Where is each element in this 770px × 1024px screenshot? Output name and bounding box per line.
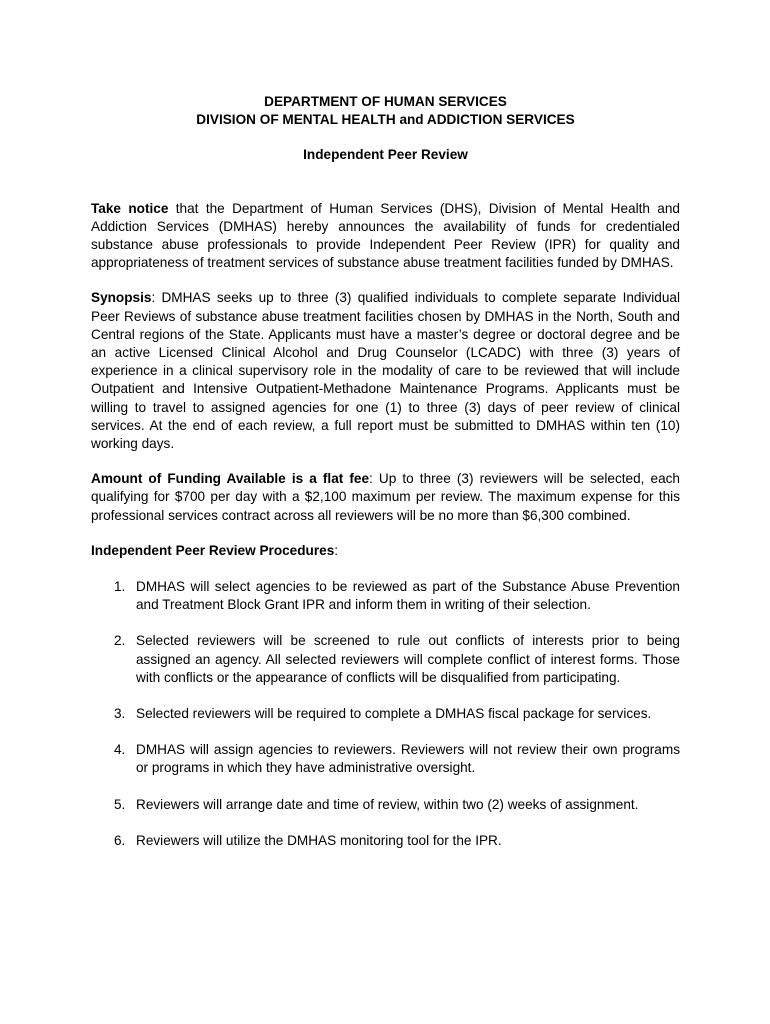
department-title: DEPARTMENT OF HUMAN SERVICES — [264, 94, 507, 109]
procedures-heading-colon: : — [334, 542, 339, 558]
notice-text: that the Department of Human Services (DHS), Division of Mental Health and Addiction Services (DMHAS) hereby announces the availability of funds for credentialed substance abuse professionals to provide Independent Peer Review (IPR) for quality and appropriateness of treatment services of substance abuse treatment facilities funded by DMHAS. — [91, 200, 680, 271]
notice-lead: Take notice — [91, 200, 169, 216]
procedure-number: 4. — [114, 742, 126, 758]
procedure-item — [91, 705, 680, 723]
funding-paragraph — [91, 470, 680, 525]
procedure-number: 6. — [114, 832, 126, 848]
procedure-number: 5. — [114, 796, 126, 812]
synopsis-text: : DMHAS seeks up to three (3) qualified individuals to complete separate Individual Peer Reviews of substance abuse treatment facilities chosen by DMHAS in the North, South and Central regions of the State. Applicants must have a master’s degree or doctoral degree and be an active Licensed Clinical Alcohol and Drug Counselor (LCADC) with three (3) years of experience in a clinical supervisory role in the modality of care to be reviewed that will include Outpatient and Intensive Outpatient-Methadone Maintenance Programs. Applicants must be willing to travel to assigned agencies for one (1) to three (3) days of peer review of clinical services. At the end of each review, a full report must be submitted to DMHAS within ten (10) working days. — [91, 290, 680, 452]
funding-lead: Amount of Funding Available is a flat fee — [91, 471, 370, 487]
procedure-item — [91, 741, 680, 777]
document-subtitle: Independent Peer Review — [303, 147, 468, 163]
division-title: DIVISION OF MENTAL HEALTH and ADDICTION SERVICES — [196, 112, 575, 128]
procedure-number: 1. — [114, 579, 126, 595]
procedure-number: 3. — [114, 706, 126, 722]
procedure-text: Reviewers will arrange date and time of review, within two (2) weeks of assignment. — [136, 796, 639, 812]
document-header — [91, 93, 680, 129]
procedures-heading-line — [91, 542, 680, 560]
procedure-item — [91, 796, 680, 814]
procedure-text: Reviewers will utilize the DMHAS monitoring tool for the IPR. — [136, 832, 502, 848]
procedure-text: Selected reviewers will be screened to rule out conflicts of interests prior to being assigned an agency. All selected reviewers will complete conflict of interest forms. Those with conflicts or the appearance of conflicts will be disqualified from participating. — [136, 633, 680, 685]
funding-text: : Up to three (3) reviewers will be selected, each qualifying for $700 per day with a $2,100 maximum per review. The maximum expense for this professional services contract across all reviewers will be no more than $6,300 combined. — [91, 471, 680, 523]
procedure-item — [91, 832, 680, 850]
procedure-text: DMHAS will select agencies to be reviewed as part of the Substance Abuse Prevention and Treatment Block Grant IPR and inform them in writing of their selection. — [136, 579, 680, 613]
synopsis-paragraph — [91, 289, 680, 453]
procedure-number: 2. — [114, 633, 126, 649]
procedures-heading: Independent Peer Review Procedures — [91, 542, 335, 558]
procedure-item — [91, 578, 680, 614]
procedure-item — [91, 632, 680, 687]
document-page — [91, 93, 680, 868]
procedure-text: DMHAS will assign agencies to reviewers. Reviewers will not review their own programs or programs in which they have administrative oversight. — [136, 742, 680, 776]
procedure-text: Selected reviewers will be required to complete a DMHAS fiscal package for services. — [136, 706, 652, 722]
procedures-list — [91, 578, 680, 850]
synopsis-lead: Synopsis — [91, 290, 152, 306]
notice-paragraph — [91, 200, 680, 273]
